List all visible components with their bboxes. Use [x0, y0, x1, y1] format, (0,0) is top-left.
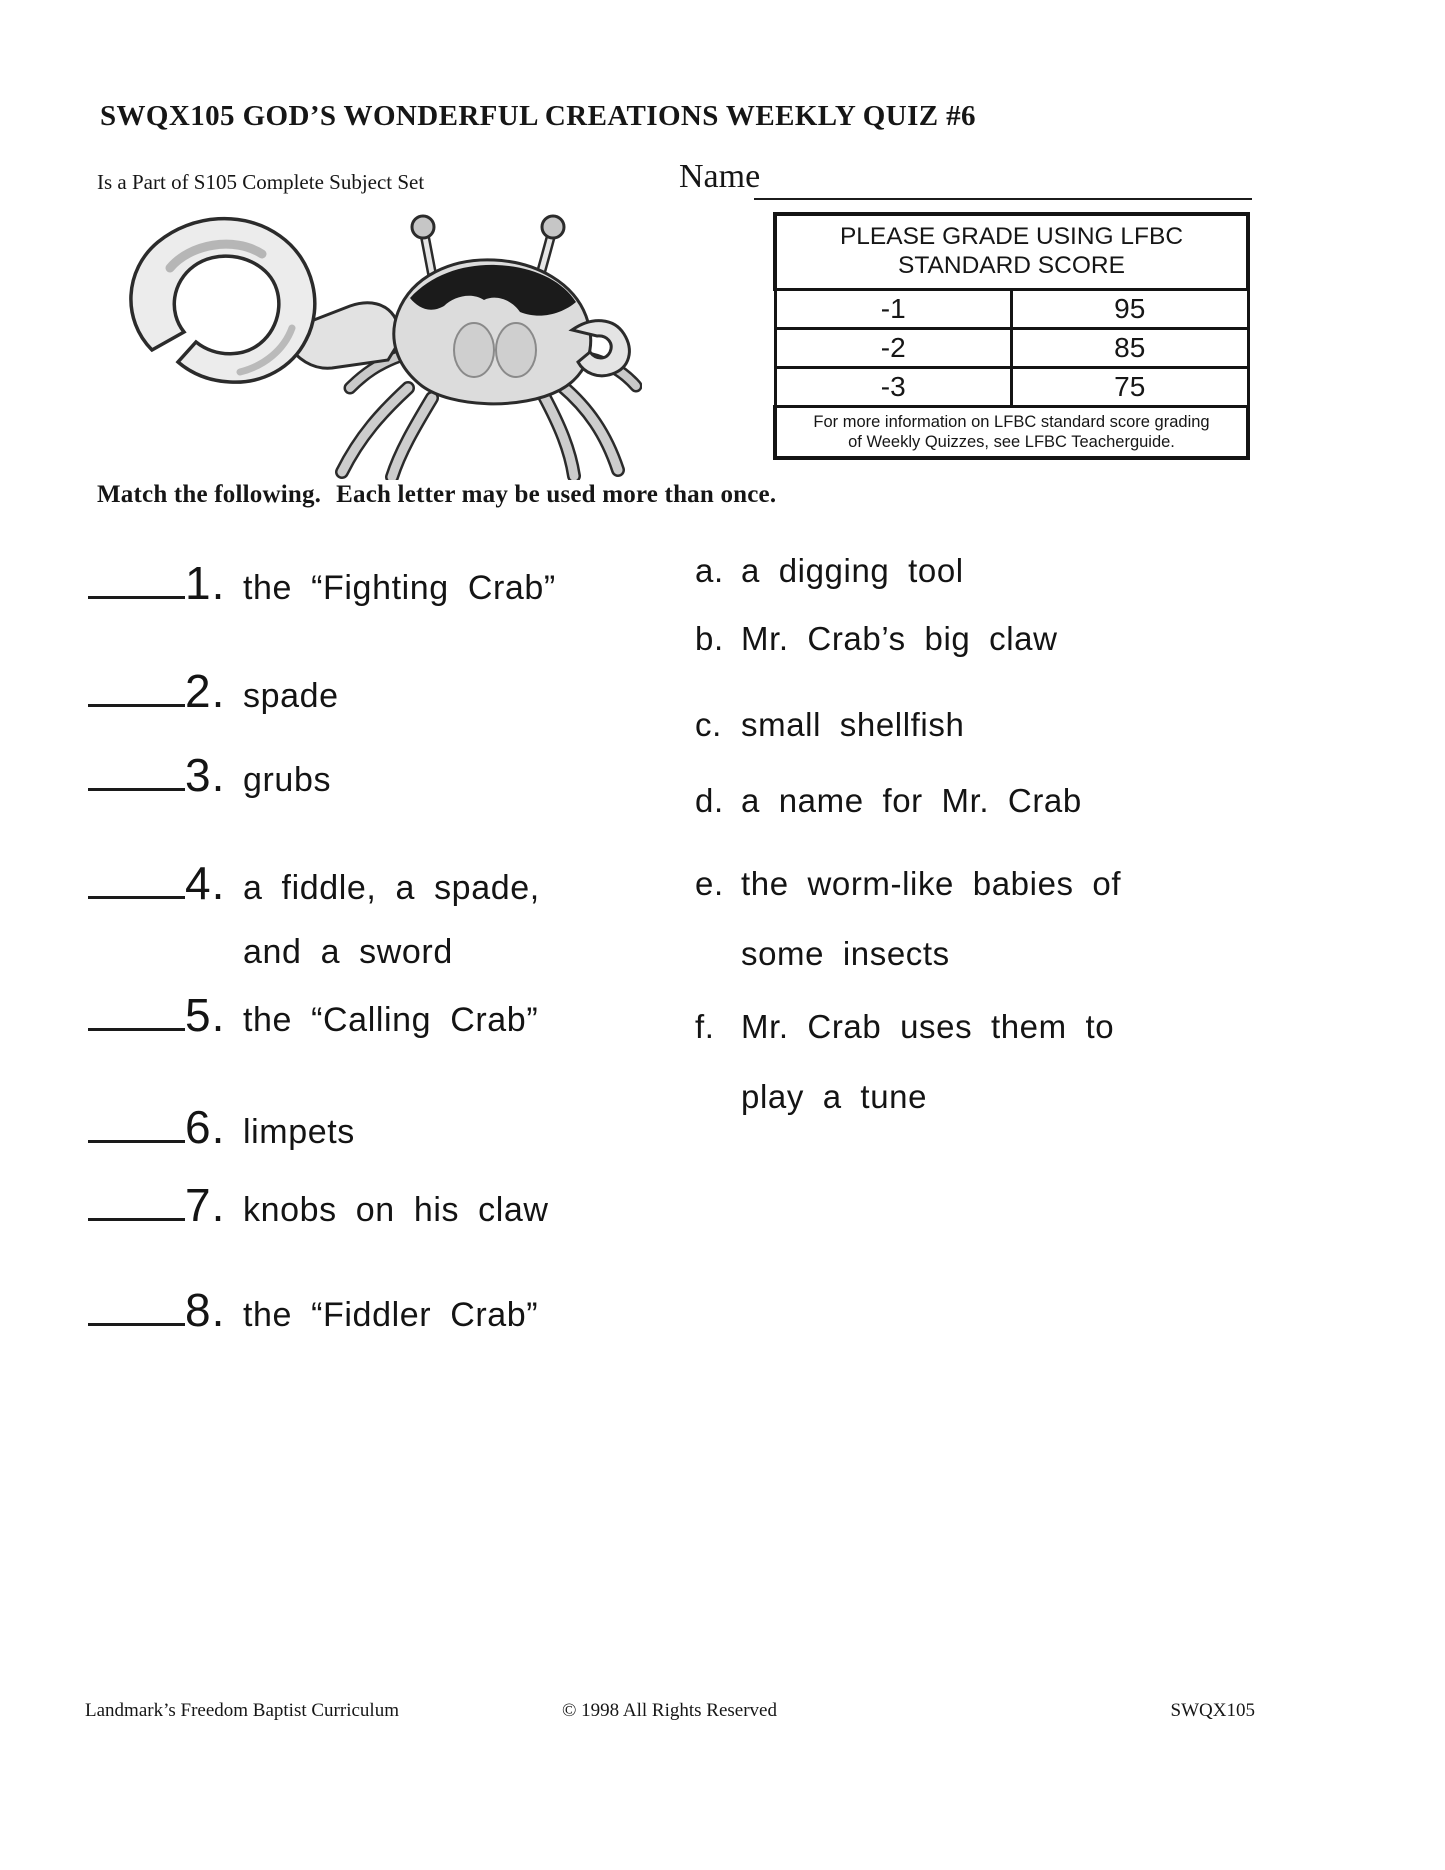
option-letter: d. — [695, 782, 724, 819]
footer-publisher: Landmark’s Freedom Baptist Curriculum — [85, 1700, 399, 1721]
question-number: 6. — [185, 1101, 226, 1153]
grade-row — [775, 289, 1248, 328]
deduction-cell: -2 — [775, 328, 1012, 367]
option-text-line2: play a tune — [741, 1078, 928, 1115]
answer-blank[interactable] — [88, 1323, 185, 1326]
option-letter: f. — [695, 1008, 715, 1045]
grade-row — [775, 328, 1248, 367]
option-row-a — [695, 552, 964, 590]
answer-blank[interactable] — [88, 896, 185, 899]
question-text-line2: and a sword — [243, 933, 453, 971]
question-number: 1. — [185, 557, 226, 609]
option-text: Mr. Crab uses them to — [741, 1008, 1115, 1045]
option-row-b — [695, 620, 1058, 658]
subtitle: Is a Part of S105 Complete Subject Set — [97, 170, 425, 194]
question-row-3 — [88, 748, 331, 802]
answer-blank[interactable] — [88, 1140, 185, 1143]
option-letter: a. — [695, 552, 724, 589]
answer-blank[interactable] — [88, 1028, 185, 1031]
option-row-d — [695, 782, 1082, 820]
footer-code: SWQX105 — [1170, 1700, 1255, 1721]
question-row-8 — [88, 1283, 538, 1337]
question-text: limpets — [243, 1113, 355, 1151]
grade-table-note: For more information on LFBC standard score grading of Weekly Quizzes, see LFBC Teacherguide. — [775, 406, 1248, 458]
name-label: Name — [679, 158, 761, 195]
question-text: spade — [243, 677, 339, 715]
answer-blank[interactable] — [88, 788, 185, 791]
option-letter: e. — [695, 865, 724, 902]
question-text: the “Calling Crab” — [243, 1001, 539, 1039]
instructions: Match the following. Each letter may be used more than once. — [97, 481, 777, 508]
question-number: 3. — [185, 749, 226, 801]
question-number: 5. — [185, 989, 226, 1041]
question-number: 4. — [185, 857, 226, 909]
question-text: grubs — [243, 761, 332, 799]
question-number: 8. — [185, 1284, 226, 1336]
grade-table — [773, 212, 1250, 460]
option-text: a name for Mr. Crab — [741, 782, 1082, 819]
answer-blank[interactable] — [88, 704, 185, 707]
name-input-line[interactable] — [754, 160, 1252, 200]
fiddler-crab-illustration — [92, 180, 642, 480]
score-cell: 75 — [1012, 367, 1249, 406]
grade-table-header: PLEASE GRADE USING LFBC STANDARD SCORE — [775, 214, 1248, 289]
option-letter: c. — [695, 706, 722, 743]
option-row-f — [695, 1008, 1115, 1115]
question-text: knobs on his claw — [243, 1191, 549, 1229]
question-row-4 — [88, 856, 540, 971]
question-row-5 — [88, 988, 538, 1042]
deduction-cell: -3 — [775, 367, 1012, 406]
question-number: 2. — [185, 665, 226, 717]
question-number: 7. — [185, 1179, 226, 1231]
score-cell: 95 — [1012, 289, 1249, 328]
question-text: a fiddle, a spade, — [243, 869, 540, 907]
option-text: small shellfish — [741, 706, 965, 743]
deduction-cell: -1 — [775, 289, 1012, 328]
option-text: a digging tool — [741, 552, 964, 589]
footer-copyright: © 1998 All Rights Reserved — [562, 1700, 777, 1721]
question-row-1 — [88, 556, 556, 610]
option-row-e — [695, 865, 1122, 972]
question-row-7 — [88, 1178, 549, 1232]
option-letter: b. — [695, 620, 724, 657]
option-text-line2: some insects — [741, 935, 950, 972]
grade-row — [775, 367, 1248, 406]
option-row-c — [695, 706, 964, 744]
answer-blank[interactable] — [88, 1218, 185, 1221]
question-row-2 — [88, 664, 339, 718]
option-text: Mr. Crab’s big claw — [741, 620, 1058, 657]
question-text: the “Fiddler Crab” — [243, 1296, 539, 1334]
question-text: the “Fighting Crab” — [243, 569, 556, 607]
score-cell: 85 — [1012, 328, 1249, 367]
question-row-6 — [88, 1100, 355, 1154]
page-title: SWQX105 GOD’S WONDERFUL CREATIONS WEEKLY QUIZ #6 — [100, 100, 976, 132]
option-text: the worm-like babies of — [741, 865, 1122, 902]
answer-blank[interactable] — [88, 596, 185, 599]
